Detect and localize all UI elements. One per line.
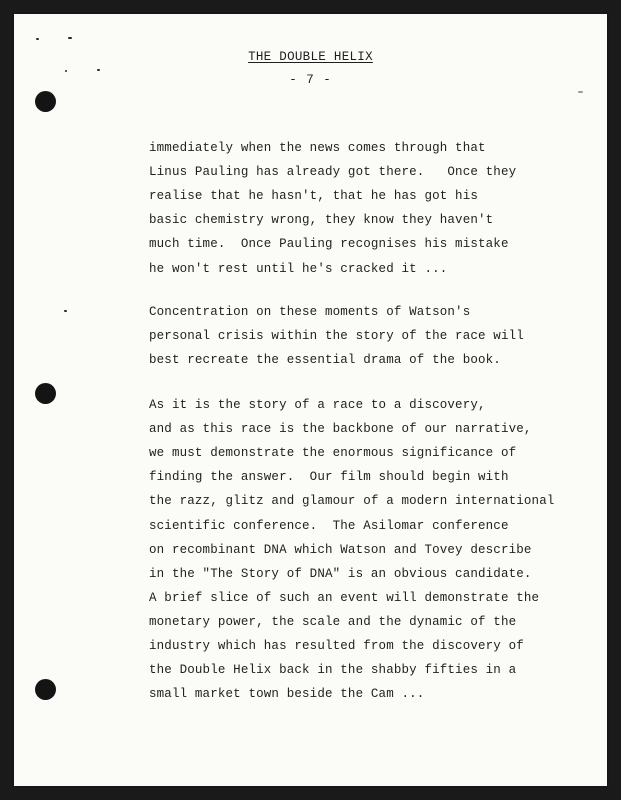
text-line: in the "The Story of DNA" is an obvious candidate.: [149, 566, 532, 581]
text-line: realise that he hasn't, that he has got his: [149, 189, 479, 204]
scan-speck: [68, 37, 72, 39]
text-line: he won't rest until he's cracked it ...: [149, 261, 448, 276]
text-line: the Double Helix back in the shabby fifties in a: [149, 663, 517, 678]
text-line: best recreate the essential drama of the book.: [149, 353, 501, 368]
paragraph-2: [149, 276, 524, 372]
scan-speck: [65, 70, 67, 72]
scan-speck: [64, 310, 67, 312]
text-line: finding the answer. Our film should begin with: [149, 470, 509, 485]
text-line: basic chemistry wrong, they know they haven't: [149, 213, 494, 228]
text-line: industry which has resulted from the discovery of: [149, 639, 524, 654]
punch-hole-top: [35, 91, 56, 112]
text-line: scientific conference. The Asilomar conference: [149, 518, 509, 533]
scan-speck: [97, 69, 100, 71]
text-line: monetary power, the scale and the dynamic of the: [149, 614, 517, 629]
paragraph-1: [149, 112, 516, 281]
text-line: the razz, glitz and glamour of a modern international: [149, 494, 555, 509]
text-line: we must demonstrate the enormous significance of: [149, 446, 517, 461]
page-number: - 7 -: [289, 73, 332, 87]
paragraph-3: [149, 369, 555, 706]
punch-hole-bottom: [35, 679, 56, 700]
header-title: THE DOUBLE HELIX: [248, 50, 373, 64]
text-line: and as this race is the backbone of our narrative,: [149, 422, 532, 437]
text-line: on recombinant DNA which Watson and Tovey describe: [149, 542, 532, 557]
text-line: immediately when the news comes through that: [149, 141, 486, 156]
scan-speck: [36, 38, 39, 40]
scan-speck: [578, 91, 583, 93]
punch-hole-middle: [35, 383, 56, 404]
text-line: small market town beside the Cam ...: [149, 687, 425, 702]
text-line: much time. Once Pauling recognises his mistake: [149, 237, 509, 252]
text-line: personal crisis within the story of the race will: [149, 329, 524, 344]
text-line: A brief slice of such an event will demonstrate the: [149, 590, 540, 605]
text-line: As it is the story of a race to a discovery,: [149, 398, 486, 413]
text-line: Concentration on these moments of Watson's: [149, 305, 471, 320]
text-line: Linus Pauling has already got there. Once they: [149, 165, 517, 180]
